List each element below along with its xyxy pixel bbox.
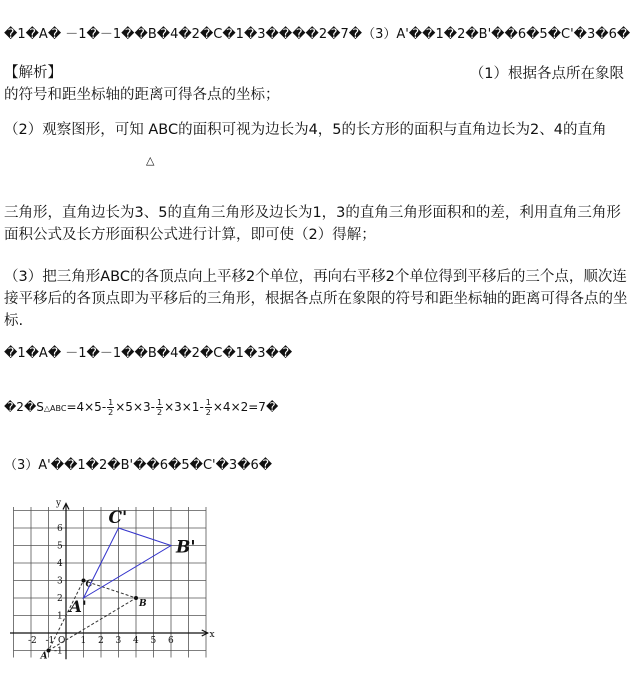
label-c: C xyxy=(85,579,93,590)
x-tick-label: 2 xyxy=(98,636,104,646)
y-tick-label: 5 xyxy=(57,541,63,552)
x-tick-label: -1 xyxy=(45,636,55,646)
x-axis-label: x xyxy=(209,630,215,640)
area-term-3: ×3×1- xyxy=(164,400,204,414)
solution-part2 xyxy=(4,398,278,418)
y-axis-label: y xyxy=(56,498,62,509)
label-a: A xyxy=(40,651,48,662)
part3-explanation: （3）把三角形ABC的各顶点向上平移2个单位，再向右平移2个单位得到平移后的三个点，顺次连接平移后的各顶点即为平移后的三角形，根据各点所在象限的符号和距坐标轴的距离可得各点的坐标. xyxy=(4,269,628,329)
y-tick-label: 2 xyxy=(57,594,63,604)
fraction-half: $\frac{1}{2}$ xyxy=(205,398,211,417)
area-prefix: �2�S xyxy=(4,400,44,414)
x-tick-label: 6 xyxy=(168,636,174,646)
x-tick-label: 3 xyxy=(115,636,122,646)
y-tick-label: 1 xyxy=(57,611,63,622)
label-a-prime: A' xyxy=(69,597,87,616)
x-tick-label: -2 xyxy=(28,636,37,646)
triangle-symbol: △ xyxy=(146,154,155,167)
area-term-4: ×4×2=7� xyxy=(212,400,279,414)
part2-first-line: （2）观察图形，可知 ABC的面积可视为边长为4，5的长方形的面积与直角边长为2、4的直角 xyxy=(4,122,607,138)
x-tick-label: 5 xyxy=(150,636,157,646)
area-term-2: ×5×3- xyxy=(115,400,155,414)
label-c-prime: C' xyxy=(108,508,128,528)
part2-continuation: 三角形，直角边长为3、5的直角三角形及边长为1，3的直角三角形面积和的差，利用直角三角形面积公式及长方形面积公式进行计算，即可使（2）得解； xyxy=(4,205,621,243)
label-b: B xyxy=(139,599,147,609)
y-tick-label: 4 xyxy=(57,559,63,569)
vertex-point xyxy=(134,596,138,600)
part1-intro: （1）根据各点所在象限 xyxy=(469,66,624,82)
fraction-half: $\frac{1}{2}$ xyxy=(108,398,114,417)
solution-part3: （3）A'��1�2�B'��6�5�C'�3�6� xyxy=(4,458,273,473)
part1-continuation: 的符号和距坐标轴的距离可得各点的坐标； xyxy=(4,87,280,103)
analysis-heading: 【解析】 xyxy=(4,65,62,81)
y-tick-label: -1 xyxy=(54,646,63,657)
origin-label: O xyxy=(58,636,66,646)
fraction-half: $\frac{1}{2}$ xyxy=(156,398,163,417)
x-tick-label: 4 xyxy=(133,636,139,646)
x-tick-label: 1 xyxy=(80,636,87,646)
label-b-prime: B' xyxy=(176,537,196,558)
y-tick-label: 6 xyxy=(57,524,63,534)
area-term-1: =4×5- xyxy=(66,400,107,414)
answer-summary-line: �1�A� －1�－1��B�4�2�C�1�3����2�7�（3）A'��1�2�B'��6�5�C'�3�6� xyxy=(4,27,630,42)
area-subscript: △ABC xyxy=(43,404,67,413)
coordinate-graph xyxy=(10,498,230,665)
solution-part1: �1�A� －1�－1��B�4�2�C�1�3�� xyxy=(4,346,293,361)
y-tick-label: 3 xyxy=(57,576,63,587)
